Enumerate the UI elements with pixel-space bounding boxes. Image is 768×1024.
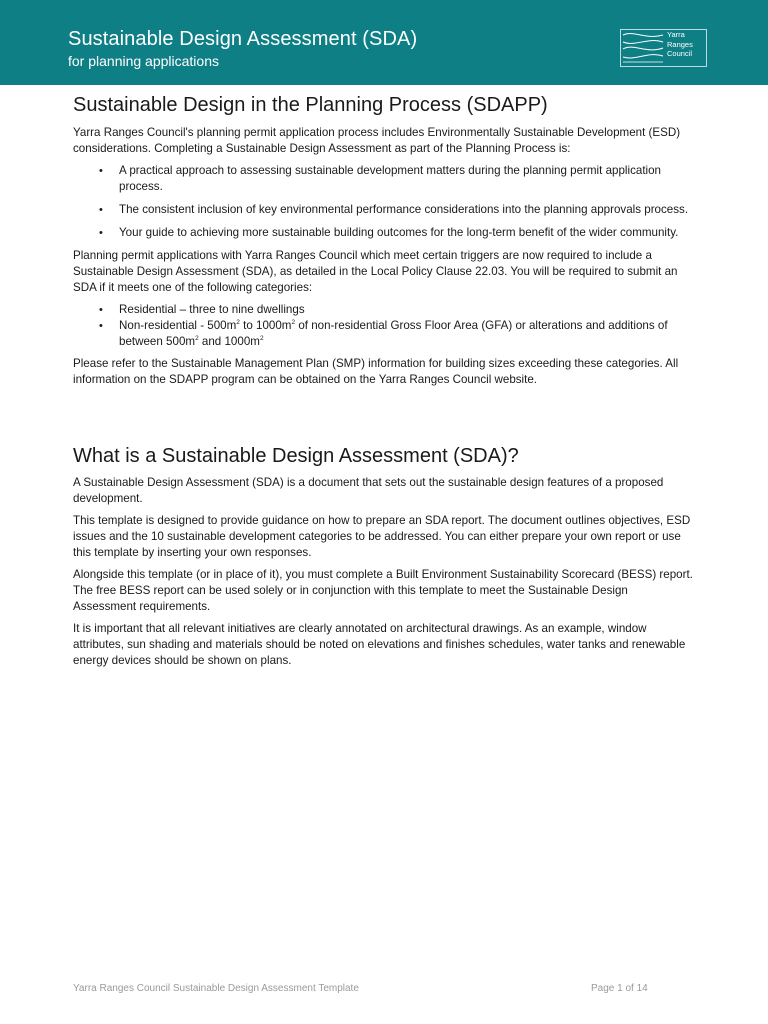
sda-paragraph: A Sustainable Design Assessment (SDA) is a document that sets out the sustainable design features of a proposed development. [73,476,664,505]
sda-paragraph: This template is designed to provide guidance on how to prepare an SDA report. The document outlines objectives, ESD issues and the 10 sustainable development categories to be addressed. You can either prepare your own report or use this template by inserting your own responses. [73,514,691,559]
sda-paragraph: It is important that all relevant initiatives are clearly annotated on architectural drawings. As an example, window attributes, sun shading and materials should be noted on elevations and finishes schedules, water tanks and renewable energy devices should be shown on plans. [73,622,686,667]
logo-line: Ranges [667,39,693,49]
bullet-icon: • [99,320,103,332]
list-item [73,318,693,350]
intro-paragraph: Yarra Ranges Council's planning permit application process includes Environmentally Sustainable Development (ESD) considerations. Completing a Sustainable Design Assessment as part of the Planning Process is: [73,126,681,155]
document-subtitle: for planning applications [68,53,219,69]
bullet-icon: • [99,227,103,239]
council-logo [620,29,707,67]
list-item [73,202,693,218]
logo-text [667,30,693,59]
list-item [73,163,693,195]
logo-mark-icon [620,29,707,67]
list-item-text: Your guide to achieving more sustainable building outcomes for the long-term benefit of the wider community. [119,226,679,239]
bullet-icon: • [99,304,103,316]
category-nonresidential: Non-residential - $500m^2$ to $1000m^2$ of non-residential Gross Floor Area (GFA) or alterations and additions of between $500m^2$ and $1000m^2$ [119,319,668,348]
triggers-paragraph: Planning permit applications with Yarra Ranges Council which meet certain triggers are now required to include a Sustainable Design Assessment (SDA), as detailed in the Local Policy Clause 22.03. You will be required to submit an SDA if it meets one of the following categories: [73,249,678,294]
footer-document-name: Yarra Ranges Council Sustainable Design Assessment Template [73,983,359,994]
list-item [73,225,693,241]
list-item [73,302,693,318]
bullet-icon: • [99,204,103,216]
categories-list [73,302,693,350]
footer-page-number: Page 1 of 14 [591,983,648,994]
sda-paragraph: Alongside this template (or in place of it), you must complete a Built Environment Sustainability Scorecard (BESS) report. The free BESS report can be used solely or in conjunction with this template to meet the Sustainable Design Assessment requirements. [73,568,693,613]
category-residential: Residential – three to nine dwellings [119,303,305,316]
logo-line: Yarra [667,30,685,39]
section-heading-sdapp: Sustainable Design in the Planning Process (SDAPP) [73,94,548,116]
document-body [73,92,693,675]
document-title: Sustainable Design Assessment (SDA) [68,28,418,50]
list-item-text: The consistent inclusion of key environmental performance considerations into the planning approvals process. [119,203,689,216]
list-item-text: A practical approach to assessing sustainable development matters during the planning permit application process. [119,164,662,193]
bullet-icon: • [99,165,103,177]
header-banner [0,0,768,85]
logo-line: Council [667,49,693,58]
smp-paragraph: Please refer to the Sustainable Management Plan (SMP) information for building sizes exceeding these categories. All information on the SDAPP program can be obtained on the Yarra Ranges Council website. [73,357,679,386]
benefits-list [73,163,693,241]
section-heading-what-is-sda: What is a Sustainable Design Assessment (SDA)? [73,445,519,467]
